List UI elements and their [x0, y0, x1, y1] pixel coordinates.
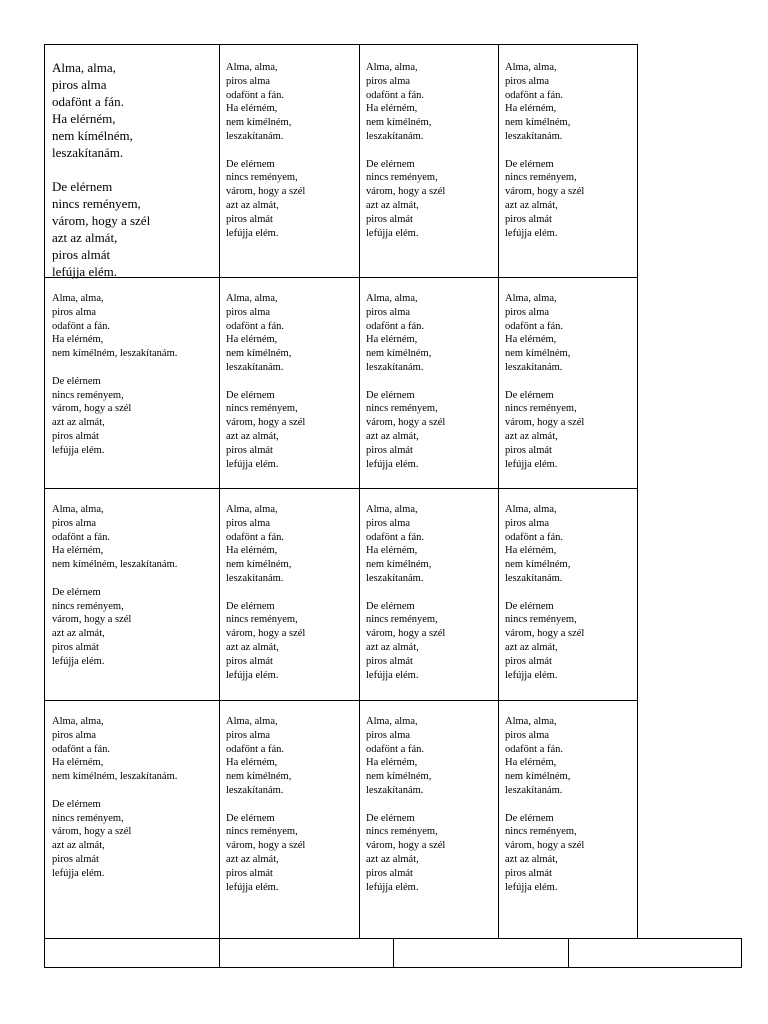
stanza-gap: [226, 586, 305, 600]
stanza-gap: [505, 798, 584, 812]
column-divider: [498, 45, 499, 938]
poem-line: várom, hogy a szél: [366, 840, 446, 852]
poem-line: várom, hogy a szél: [226, 417, 306, 429]
poem-line: Alma, alma,: [505, 62, 557, 73]
poem-line: nem kímélném,: [505, 771, 571, 783]
poem-line: Ha elérném,: [366, 545, 418, 557]
poem-line: De elérnem: [366, 600, 415, 612]
stanza-gap: [366, 144, 445, 158]
poem-line: piros alma: [226, 306, 271, 318]
footer-cell: [569, 939, 741, 967]
footer-cell: [394, 939, 569, 967]
poem-line: Alma, alma,: [505, 504, 557, 515]
stanza-gap: [366, 375, 445, 389]
poem-line: De elérnem: [226, 158, 275, 170]
poem-line: De elérnem: [505, 389, 554, 401]
poem-line: azt az almát,: [52, 628, 105, 640]
poem-line: lefújja elém.: [226, 458, 279, 470]
stanza-gap: [52, 161, 150, 178]
poem-cell: [226, 61, 305, 240]
poem-line: várom, hogy a szél: [52, 614, 132, 626]
poem-line: Ha elérném,: [505, 757, 557, 769]
poem-line: Alma, alma,: [226, 293, 278, 304]
poem-line: azt az almát,: [226, 199, 279, 211]
poem-line: azt az almát,: [226, 853, 279, 865]
poem-line: nem kímélném,: [366, 117, 432, 129]
poem-line: piros almát: [505, 867, 552, 879]
poem-line: azt az almát,: [226, 641, 279, 653]
poem-line: piros almát: [505, 655, 552, 667]
poem-line: piros almát: [226, 444, 273, 456]
poem-line: De elérnem: [505, 812, 554, 824]
poem-line: lefújja elém.: [505, 458, 558, 470]
poem-line: nincs reményem,: [505, 403, 577, 415]
poem-line: leszakítanám.: [505, 130, 563, 142]
poem-line: Ha elérném,: [226, 334, 278, 346]
poem-line: nem kímélném, leszakítanám.: [52, 559, 178, 571]
poem-line: lefújja elém.: [366, 458, 419, 470]
poem-line: leszakítanám.: [505, 361, 563, 373]
poem-line: piros alma: [226, 517, 271, 529]
column-divider: [359, 45, 360, 938]
poem-line: piros alma: [505, 729, 550, 741]
poem-line: piros almát: [366, 444, 413, 456]
poem-line: De elérnem: [52, 179, 113, 194]
poem-line: piros almát: [366, 213, 413, 225]
poem-line: lefújja elém.: [52, 444, 105, 456]
poem-cell: [52, 59, 150, 280]
poem-line: lefújja elém.: [366, 227, 419, 239]
poem-line: Ha elérném,: [505, 103, 557, 115]
poem-line: De elérnem: [505, 600, 554, 612]
poem-line: lefújja elém.: [366, 669, 419, 681]
poem-line: nincs reményem,: [52, 196, 141, 211]
poem-line: Alma, alma,: [366, 504, 418, 515]
poem-line: nem kímélném,: [505, 117, 571, 129]
poem-line: piros alma: [366, 729, 411, 741]
poem-line: odafönt a fán.: [366, 743, 425, 755]
poem-line: Alma, alma,: [366, 62, 418, 73]
poem-line: piros almát: [505, 213, 552, 225]
poem-line: nem kímélném, leszakítanám.: [52, 771, 178, 783]
poem-line: lefújja elém.: [52, 655, 105, 667]
poem-line: leszakítanám.: [226, 130, 284, 142]
poem-line: Alma, alma,: [505, 293, 557, 304]
stanza-gap: [505, 144, 584, 158]
poem-line: Alma, alma,: [226, 62, 278, 73]
poem-line: De elérnem: [366, 158, 415, 170]
poem-line: De elérnem: [52, 375, 101, 387]
poem-line: nincs reményem,: [366, 172, 438, 184]
poem-cell: [226, 292, 305, 471]
stanza-gap: [52, 361, 177, 375]
poem-line: piros alma: [366, 517, 411, 529]
poem-line: piros alma: [366, 75, 411, 87]
poem-line: odafönt a fán.: [226, 89, 285, 101]
poem-line: De elérnem: [226, 812, 275, 824]
poem-line: nincs reményem,: [505, 826, 577, 838]
poem-line: Ha elérném,: [366, 334, 418, 346]
poem-line: leszakítanám.: [366, 361, 424, 373]
poem-line: várom, hogy a szél: [52, 403, 132, 415]
poem-line: leszakítanám.: [366, 784, 424, 796]
poem-line: lefújja elém.: [505, 669, 558, 681]
poem-line: piros almát: [52, 641, 99, 653]
poem-line: nincs reményem,: [366, 403, 438, 415]
poem-line: leszakítanám.: [226, 361, 284, 373]
poem-line: odafönt a fán.: [52, 531, 111, 543]
poem-cell: [52, 503, 177, 669]
poem-line: Alma, alma,: [52, 293, 104, 304]
poem-line: nincs reményem,: [226, 614, 298, 626]
poem-line: leszakítanám.: [505, 784, 563, 796]
poem-line: odafönt a fán.: [226, 743, 285, 755]
poem-line: lefújja elém.: [52, 867, 105, 879]
poem-line: odafönt a fán.: [52, 94, 124, 109]
poem-line: piros almát: [505, 444, 552, 456]
poem-line: nincs reményem,: [52, 600, 124, 612]
poem-line: nincs reményem,: [52, 812, 124, 824]
poem-line: leszakítanám.: [226, 784, 284, 796]
poem-line: De elérnem: [366, 812, 415, 824]
poem-line: piros alma: [226, 729, 271, 741]
poem-line: nincs reményem,: [505, 172, 577, 184]
poem-line: Alma, alma,: [226, 716, 278, 727]
poem-line: lefújja elém.: [505, 881, 558, 893]
poem-line: piros alma: [505, 306, 550, 318]
poem-line: piros alma: [505, 517, 550, 529]
poem-line: nem kímélném,: [366, 348, 432, 360]
poem-line: Alma, alma,: [366, 716, 418, 727]
poem-line: piros almát: [52, 430, 99, 442]
poem-line: leszakítanám.: [226, 572, 284, 584]
poem-line: piros almát: [366, 867, 413, 879]
poem-line: nem kímélném,: [226, 117, 292, 129]
poem-line: nem kímélném,: [226, 348, 292, 360]
poem-line: várom, hogy a szél: [52, 213, 151, 228]
poem-line: Ha elérném,: [366, 757, 418, 769]
stanza-gap: [226, 375, 305, 389]
poem-line: várom, hogy a szél: [226, 840, 306, 852]
poem-line: várom, hogy a szél: [226, 186, 306, 198]
poem-line: De elérnem: [52, 586, 101, 598]
poem-line: piros alma: [505, 75, 550, 87]
poem-line: várom, hogy a szél: [505, 628, 585, 640]
poem-line: nem kímélném,: [505, 348, 571, 360]
poem-line: De elérnem: [226, 389, 275, 401]
poem-line: Alma, alma,: [52, 60, 116, 75]
poem-line: nem kímélném,: [52, 128, 133, 143]
poem-line: leszakítanám.: [52, 145, 124, 160]
poem-line: De elérnem: [226, 600, 275, 612]
poem-line: Alma, alma,: [366, 293, 418, 304]
poem-line: piros almát: [226, 213, 273, 225]
poem-line: Ha elérném,: [505, 545, 557, 557]
poem-line: lefújja elém.: [366, 881, 419, 893]
poem-cell: [366, 292, 445, 471]
poem-line: várom, hogy a szél: [366, 186, 446, 198]
poem-cell: [366, 715, 445, 894]
poem-line: Ha elérném,: [226, 545, 278, 557]
poem-line: Ha elérném,: [52, 757, 104, 769]
poem-cell: [505, 61, 584, 240]
poem-line: lefújja elém.: [505, 227, 558, 239]
poem-line: Ha elérném,: [226, 757, 278, 769]
poem-line: piros alma: [366, 306, 411, 318]
poem-line: azt az almát,: [366, 641, 419, 653]
poem-cell: [505, 292, 584, 471]
footer-table: [44, 938, 742, 968]
footer-cell: [45, 939, 220, 967]
poem-line: Ha elérném,: [52, 545, 104, 557]
poem-line: piros alma: [52, 729, 97, 741]
poem-line: nem kímélném,: [226, 771, 292, 783]
stanza-gap: [52, 784, 177, 798]
poem-line: odafönt a fán.: [505, 743, 564, 755]
poem-line: várom, hogy a szél: [505, 186, 585, 198]
poem-line: lefújja elém.: [226, 881, 279, 893]
poem-cell: [52, 715, 177, 881]
poem-line: Ha elérném,: [52, 111, 116, 126]
poem-line: Alma, alma,: [226, 504, 278, 515]
poem-line: nincs reményem,: [366, 826, 438, 838]
poem-line: piros almát: [52, 853, 99, 865]
stanza-gap: [52, 572, 177, 586]
poem-line: Ha elérném,: [226, 103, 278, 115]
poem-line: piros alma: [226, 75, 271, 87]
poem-line: piros alma: [52, 77, 107, 92]
poem-cell: [366, 503, 445, 682]
column-divider: [219, 45, 220, 938]
poem-line: piros alma: [52, 306, 97, 318]
poem-line: Alma, alma,: [505, 716, 557, 727]
footer-cell: [220, 939, 394, 967]
poem-line: azt az almát,: [505, 853, 558, 865]
poem-line: Ha elérném,: [505, 334, 557, 346]
poem-line: Alma, alma,: [52, 504, 104, 515]
stanza-gap: [226, 798, 305, 812]
poem-line: várom, hogy a szél: [366, 417, 446, 429]
poem-line: nem kímélném,: [505, 559, 571, 571]
poem-line: De elérnem: [505, 158, 554, 170]
poem-line: várom, hogy a szél: [226, 628, 306, 640]
poem-cell: [52, 292, 177, 458]
poem-cell: [505, 715, 584, 894]
poem-line: De elérnem: [52, 798, 101, 810]
poem-cell: [505, 503, 584, 682]
poem-line: odafönt a fán.: [226, 531, 285, 543]
poem-line: De elérnem: [366, 389, 415, 401]
poem-cell: [226, 715, 305, 894]
poem-line: odafönt a fán.: [505, 89, 564, 101]
poem-line: várom, hogy a szél: [505, 840, 585, 852]
poem-line: odafönt a fán.: [505, 531, 564, 543]
poem-line: lefújja elém.: [226, 227, 279, 239]
poem-line: azt az almát,: [505, 430, 558, 442]
poem-line: lefújja elém.: [52, 264, 117, 279]
poem-line: odafönt a fán.: [505, 320, 564, 332]
poem-line: nincs reményem,: [366, 614, 438, 626]
poem-line: Ha elérném,: [366, 103, 418, 115]
poem-cell: [366, 61, 445, 240]
poem-line: azt az almát,: [366, 853, 419, 865]
row-divider: [45, 700, 637, 701]
poem-line: nincs reményem,: [505, 614, 577, 626]
poem-line: azt az almát,: [52, 230, 118, 245]
poem-line: várom, hogy a szél: [366, 628, 446, 640]
poem-line: nincs reményem,: [226, 826, 298, 838]
poem-line: nem kímélném,: [366, 559, 432, 571]
poem-line: odafönt a fán.: [226, 320, 285, 332]
poem-line: piros almát: [52, 247, 111, 262]
poem-line: várom, hogy a szél: [52, 826, 132, 838]
poem-line: odafönt a fán.: [366, 531, 425, 543]
stanza-gap: [505, 375, 584, 389]
poem-line: azt az almát,: [505, 199, 558, 211]
poem-line: piros alma: [52, 517, 97, 529]
poem-line: azt az almát,: [52, 840, 105, 852]
poem-line: nincs reményem,: [226, 172, 298, 184]
stanza-gap: [366, 586, 445, 600]
poem-line: azt az almát,: [505, 641, 558, 653]
poem-line: nincs reményem,: [226, 403, 298, 415]
stanza-gap: [366, 798, 445, 812]
poem-line: nem kímélném,: [226, 559, 292, 571]
poem-line: piros almát: [366, 655, 413, 667]
poem-line: odafönt a fán.: [52, 743, 111, 755]
poem-line: azt az almát,: [52, 417, 105, 429]
poem-line: nincs reményem,: [52, 389, 124, 401]
poem-line: leszakítanám.: [505, 572, 563, 584]
poem-line: lefújja elém.: [226, 669, 279, 681]
poem-cell: [226, 503, 305, 682]
poem-line: leszakítanám.: [366, 130, 424, 142]
poem-line: piros almát: [226, 655, 273, 667]
stanza-gap: [226, 144, 305, 158]
poem-line: leszakítanám.: [366, 572, 424, 584]
poem-line: várom, hogy a szél: [505, 417, 585, 429]
row-divider: [45, 488, 637, 489]
poem-card-grid: [44, 44, 638, 939]
poem-line: nem kímélném,: [366, 771, 432, 783]
poem-line: azt az almát,: [226, 430, 279, 442]
poem-line: azt az almát,: [366, 199, 419, 211]
poem-line: nem kímélném, leszakítanám.: [52, 348, 178, 360]
poem-line: odafönt a fán.: [366, 320, 425, 332]
poem-line: odafönt a fán.: [52, 320, 111, 332]
poem-line: Ha elérném,: [52, 334, 104, 346]
poem-line: odafönt a fán.: [366, 89, 425, 101]
stanza-gap: [505, 586, 584, 600]
poem-line: piros almát: [226, 867, 273, 879]
poem-line: azt az almát,: [366, 430, 419, 442]
poem-line: Alma, alma,: [52, 716, 104, 727]
